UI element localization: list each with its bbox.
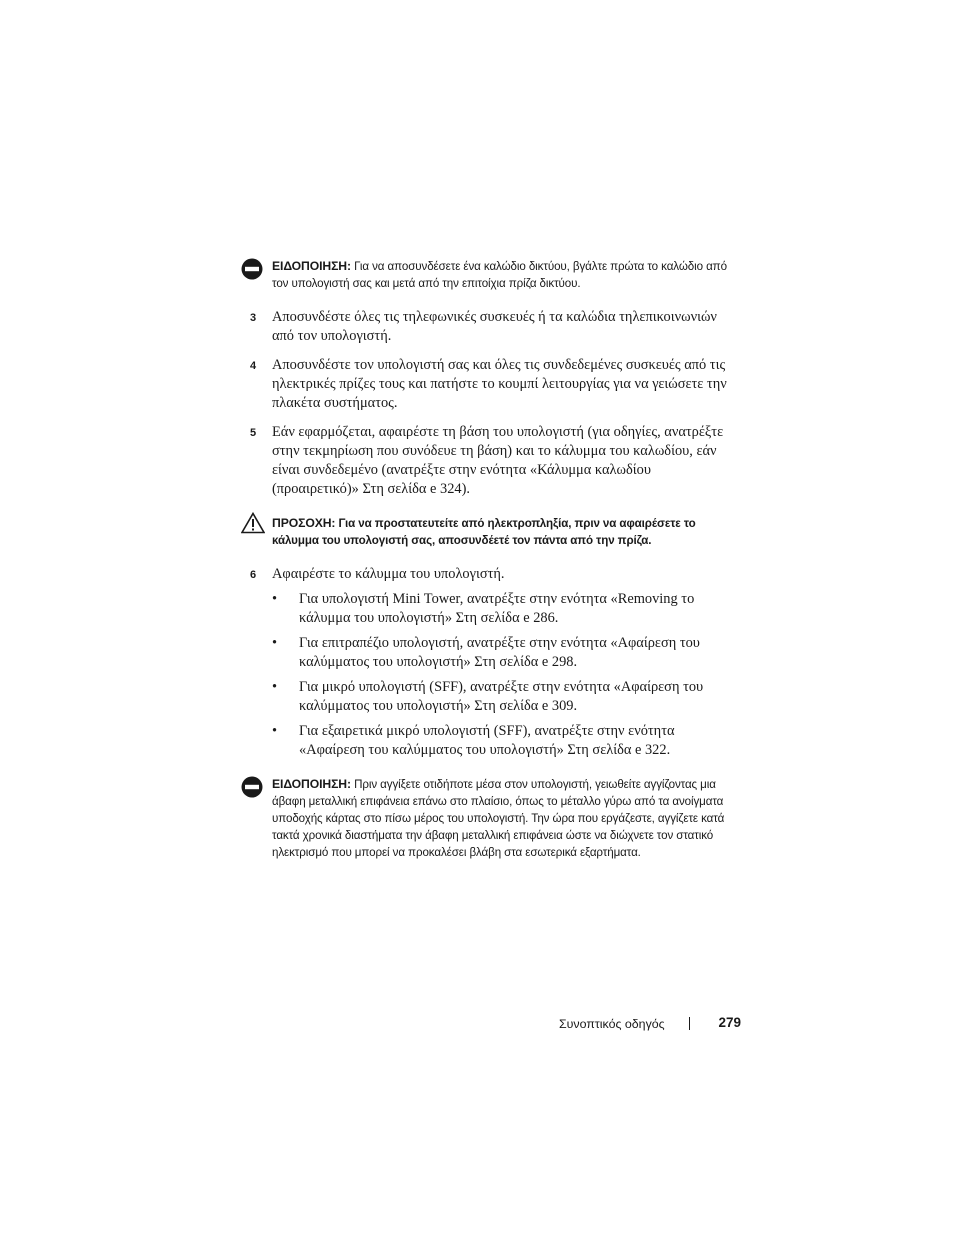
step-text: Αποσυνδέστε όλες τις τηλεφωνικές συσκευές ή τα καλώδια τηλεπικοινωνιών από τον υπολογιστή. [272,309,717,344]
bullet-list [241,590,741,760]
step-text: Αφαιρέστε το κάλυμμα του υπολογιστή. [272,566,505,582]
step-number: 6 [250,569,257,581]
step-number: 5 [250,427,257,439]
step-text: Εάν εφαρμόζεται, αφαιρέστε τη βάση του υπολογιστή (για οδηγίες, ανατρέξτε στην τεκμηρίωση που συνόδευε τη βάση) και το κάλυμμα του καλωδίου, εάν είναι συνδεδεμένο (ανατρέξτε στην ενότητα «Κάλυμμα καλωδίου (προαιρετικό)» Στη σελίδα e 324). [272,424,724,497]
notice-icon [241,258,263,280]
caution-text: Για να προστατευτείτε από ηλεκτροπληξία, πριν να αφαιρέσετε το κάλυμμα του υπολογιστή σας, αποσυνδέετέ τον πάντα από την πρίζα. [272,517,696,547]
list-item-text: Για υπολογιστή Mini Tower, ανατρέξτε στην ενότητα «Removing το κάλυμμα του υπολογιστή» Στη σελίδα e 286. [299,591,695,626]
notice-2 [241,776,741,861]
list-item [241,634,741,672]
bullet-mark: • [272,723,278,739]
list-item-text: Για εξαιρετικά μικρό υπολογιστή (SFF), ανατρέξτε στην ενότητα «Αφαίρεση του καλύμματος του υπολογιστή» Στη σελίδα e 322. [299,723,675,758]
list-item-text: Για επιτραπέζιο υπολογιστή, ανατρέξτε στην ενότητα «Αφαίρεση του καλύμματος του υπολογιστή» Στη σελίδα e 298. [299,635,700,670]
list-item-text: Για μικρό υπολογιστή (SFF), ανατρέξτε στην ενότητα «Αφαίρεση του καλύμματος του υπολογιστή» Στη σελίδα e 309. [299,679,704,714]
bullet-mark: • [272,679,278,695]
page-content [241,258,741,877]
footer-title: Συνοπτικός οδηγός [559,1017,665,1031]
step-4 [241,356,741,413]
list-item [241,722,741,760]
step-number: 3 [250,312,257,324]
step-3 [241,308,741,346]
notice-1 [241,258,741,292]
page-number: 279 [718,1015,741,1030]
step-5 [241,423,741,499]
page-footer [559,1015,741,1035]
notice-text: Πριν αγγίξετε οτιδήποτε μέσα στον υπολογιστή, γειωθείτε αγγίζοντας μια άβαφη μεταλλική επιφάνεια επάνω στο πλαίσιο, όπως το μέταλλο γύρω από τα ανοίγματα υποδοχής κάρτας στο πίσω μέρος του υπολογιστή. Την ώρα που εργάζεστε, αγγίζετε κατά τακτά χρονικά διαστήματα την άβαφη μεταλλική επιφάνεια ώστε να διώχνετε τον στατικό ηλεκτρισμό που μπορεί να προκαλέσει βλάβη στα εσωτερικά εξαρτήματα. [272,778,725,859]
bullet-mark: • [272,591,278,607]
notice-text: Για να αποσυνδέσετε ένα καλώδιο δικτύου, βγάλτε πρώτα το καλώδιο από τον υπολογιστή σας και μετά από την επιτοίχια πρίζα δικτύου. [272,260,727,290]
footer-separator [689,1017,690,1030]
caution-label: ΠΡΟΣΟΧΗ: [272,516,336,530]
step-number: 4 [250,360,257,372]
notice-label: ΕΙΔΟΠΟΙΗΣΗ: [272,777,351,791]
warning-triangle-icon [241,512,265,534]
notice-label: ΕΙΔΟΠΟΙΗΣΗ: [272,259,351,273]
list-item [241,590,741,628]
step-6 [241,565,741,584]
steps-list [241,308,741,499]
notice-icon [241,776,263,798]
bullet-mark: • [272,635,278,651]
caution-notice [241,515,741,549]
step-text: Αποσυνδέστε τον υπολογιστή σας και όλες τις συνδεδεμένες συσκευές από τις ηλεκτρικές πρίζες τους και πατήστε το κουμπί λειτουργίας για να γειώσετε την πλακέτα συστήματος. [272,357,727,411]
list-item [241,678,741,716]
